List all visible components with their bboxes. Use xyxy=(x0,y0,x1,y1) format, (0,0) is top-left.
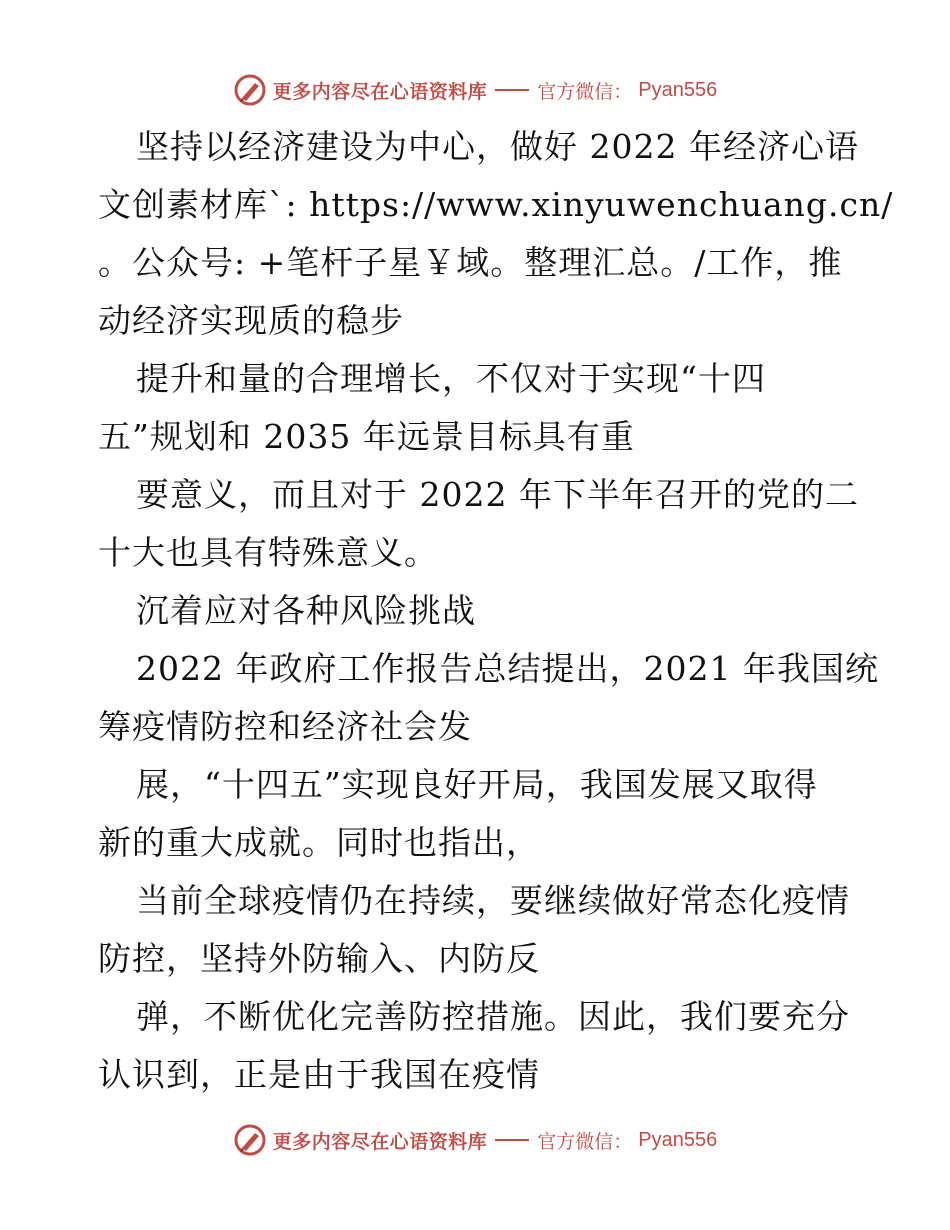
text-line-17: 认识到，正是由于我国在疫情 xyxy=(98,1055,540,1094)
banner-slogan: 更多内容尽在心语资料库 xyxy=(272,80,488,103)
banner-official-label: 官方微信： xyxy=(537,80,633,103)
text-line-3: 。公众号: +笔杆子星￥域。整理汇总。/工作，推 xyxy=(98,243,843,282)
banner-slogan: 更多内容尽在心语资料库 xyxy=(272,1130,488,1153)
document-body xyxy=(98,118,894,1104)
text-line-8: 十大也具有特殊意义。 xyxy=(98,533,438,572)
header-banner xyxy=(0,70,950,110)
pen-logo-icon xyxy=(233,1123,267,1157)
text-line-16: 弹，不断优化完善防控措施。因此，我们要充分 xyxy=(136,997,850,1036)
text-line-11: 筹疫情防控和经济社会发 xyxy=(98,707,472,746)
banner-wechat-id: Pyan556 xyxy=(638,1128,718,1151)
text-line-5: 提升和量的合理增长，不仅对于实现“十四 xyxy=(136,359,766,398)
section-heading: 沉着应对各种风险挑战 xyxy=(136,591,476,630)
banner-separator xyxy=(495,1139,529,1141)
text-line-2: 文创素材库`: https://www.xinyuwenchuang.cn/ xyxy=(98,185,894,224)
text-line-12: 展，“十四五”实现良好开局，我国发展又取得 xyxy=(136,765,818,804)
text-line-14: 当前全球疫情仍在持续，要继续做好常态化疫情 xyxy=(136,881,850,920)
text-line-15: 防控，坚持外防输入、内防反 xyxy=(98,939,540,978)
banner-separator xyxy=(495,89,529,91)
text-line-10: 2022 年政府工作报告总结提出，2021 年我国统 xyxy=(136,649,879,688)
banner-wechat-id: Pyan556 xyxy=(638,78,718,101)
footer-banner xyxy=(0,1120,950,1160)
pen-logo-icon xyxy=(233,73,267,107)
text-line-7: 要意义，而且对于 2022 年下半年召开的党的二 xyxy=(136,475,859,514)
text-line-6: 五”规划和 2035 年远景目标具有重 xyxy=(98,417,635,456)
text-line-1: 坚持以经济建设为中心，做好 2022 年经济心语 xyxy=(136,127,859,166)
text-line-13: 新的重大成就。同时也指出， xyxy=(98,823,540,862)
text-line-4: 动经济实现质的稳步 xyxy=(98,301,404,340)
banner-official-label: 官方微信： xyxy=(537,1130,633,1153)
